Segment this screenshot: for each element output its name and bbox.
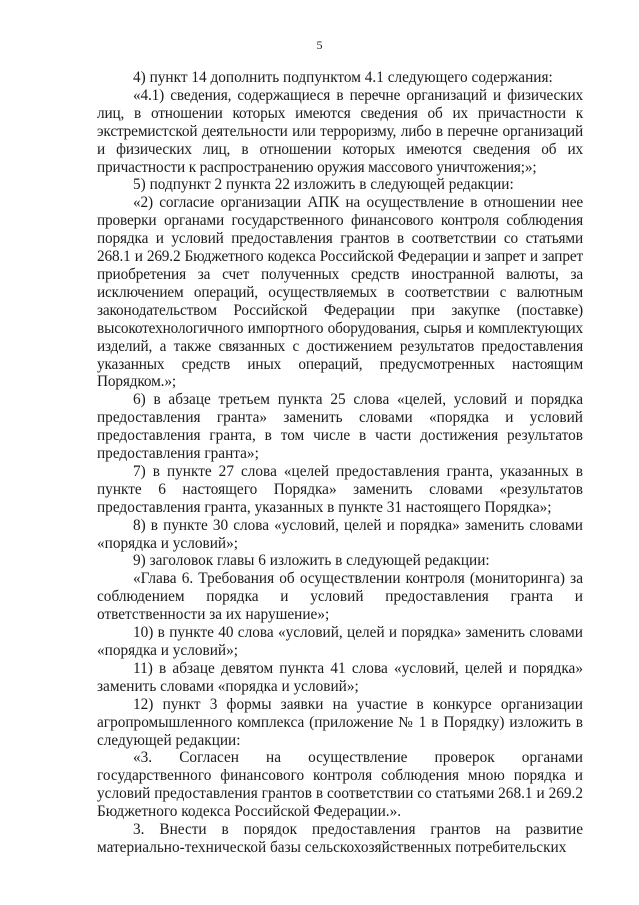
- paragraph-item-10: 10) в пункте 40 слова «условий, целей и порядка» заменить словами «порядка и условий»;: [97, 624, 583, 659]
- paragraph-form-item-3-text: «3. Согласен на осуществление проверок органами государственного финансового контроля соблюдения мною порядка и условий предоставления грантов в соответствии со статьями 268.1 и 269.2 Бюджетного кодекса Российской Федерации.».: [97, 749, 583, 821]
- paragraph-item-4: 4) пункт 14 дополнить подпунктом 4.1 следующего содержания:: [133, 69, 553, 86]
- paragraph-item-11: 11) в абзаце девятом пункта 41 слова «условий, целей и порядка» заменить словами «порядка и условий»;: [97, 659, 583, 695]
- paragraph-item-7: 7) в пункте 27 слова «целей предоставления гранта, указанных в пункте 6 настоящего Порядка» заменить словами «результатов предоставления гранта, указанных в пункте 31 настоящего Порядка»;: [97, 462, 583, 516]
- paragraph-item-12: 12) пункт 3 формы заявки на участие в конкурсе организации агропромышленного комплекса (приложение № 1 в Порядку) изложить в следующей редакции:: [97, 695, 583, 749]
- paragraph-item-9: 9) заголовок главы 6 изложить в следующей редакции:: [133, 552, 490, 570]
- paragraph-item-5: 5) подпункт 2 пункта 22 изложить в следующей редакции:: [133, 176, 514, 194]
- paragraph-subitem-2-text: «2) согласие организации АПК на осуществление в отношении нее проверки органами государственного финансового контроля соблюдения порядка и условий предоставления грантов в соответствии со статьями 268.1 и 269.2 Бюджетного кодекса Российской Федерации и запрет и запрет приобретения за счет полученных средств иностранной валюты, за исключением операций, осуществляемых в соответствии с валютным законодательством Российской Федерации при закупке (поставке) высокотехнологичного импортного оборудования, сырья и комплектующих изделий, а также связанных с достижением результатов предоставления указанных средств иных операций, предусмотренных настоящим Порядком.»;: [97, 194, 583, 391]
- document-body: [97, 69, 583, 857]
- paragraph-subitem-4-1-text: «4.1) сведения, содержащиеся в перечне организаций и физических лиц, в отношении которых имеются сведения об их причастности к экстремистской деятельности или терроризму, либо в перечне организаций и физических лиц, в отношении которых имеются сведения об их причастности к распространению оружия массового уничтожения;»;: [97, 86, 583, 176]
- paragraph-section-3: 3. Внести в порядок предоставления грантов на развитие материально-технической базы сельскохозяйственных потребительских: [97, 821, 583, 856]
- paragraph-item-8: 8) в пункте 30 слова «условий, целей и порядка» заменить словами «порядка и условий»;: [97, 516, 583, 552]
- paragraph-item-6: 6) в абзаце третьем пункта 25 слова «целей, условий и порядка предоставления гранта» заменить словами «порядка и условий предоставления гранта, в том числе в части достижения результатов предоставления гранта»;: [97, 391, 583, 463]
- paragraph-chapter-6-title: «Глава 6. Требования об осуществлении контроля (мониторинга) за соблюдением порядка и условий предоставления гранта и ответственности за их нарушение»;: [97, 570, 583, 624]
- page-number: 5: [316, 38, 323, 52]
